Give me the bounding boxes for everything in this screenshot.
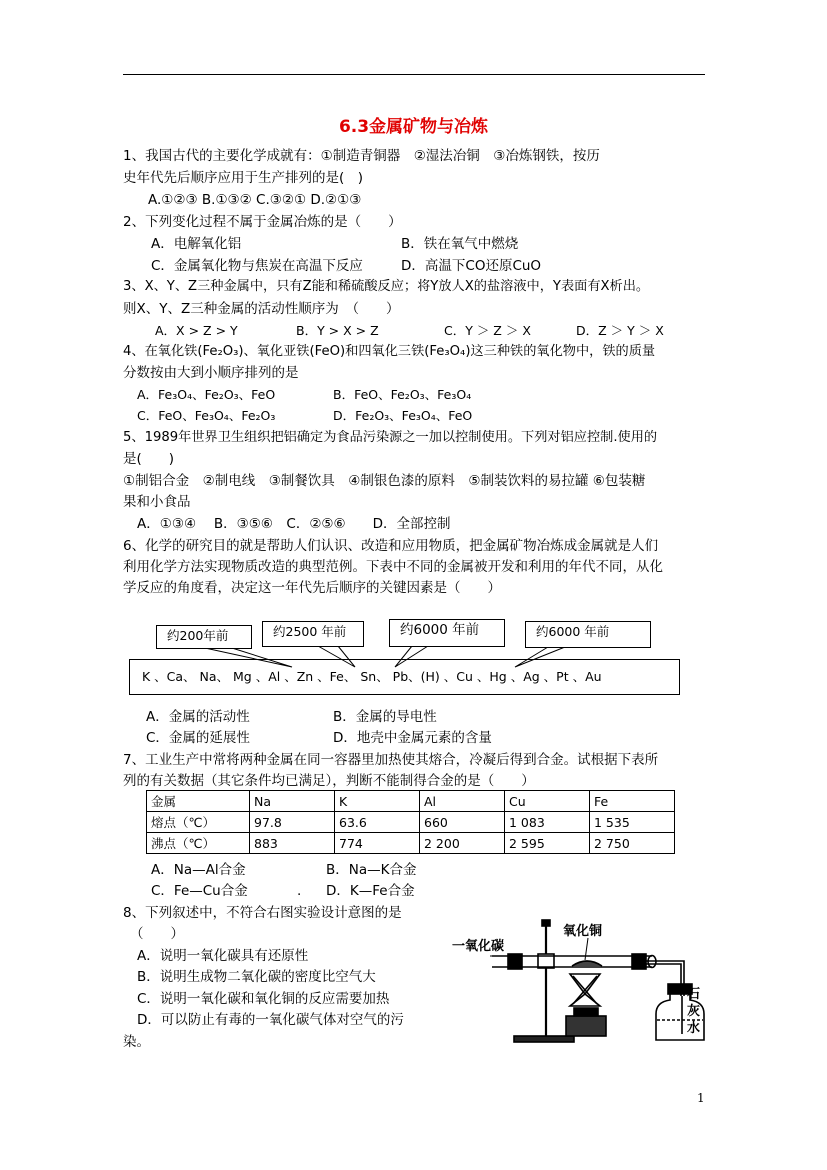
q7-option-b: B．Na—K合金 — [326, 862, 417, 878]
table-cell: 774 — [335, 833, 420, 854]
q1-options: A.①②③ B.①③② C.③②① D.②①③ — [148, 192, 362, 208]
q8-option-b: B．说明生成物二氧化碳的密度比空气大 — [137, 969, 376, 985]
q6-option-c: C．金属的延展性 — [146, 730, 250, 746]
q8-option-d-line-2: 染。 — [123, 1034, 150, 1050]
q4-option-a: A．Fe₃O₄、Fe₂O₃、FeO — [137, 387, 276, 402]
q3-line-2: 则X、Y、Z三种金属的活动性顺序为 （ ） — [123, 301, 400, 317]
callout-200-years: 约200年前 — [156, 625, 252, 649]
table-cell: 97.8 — [250, 812, 335, 833]
q7-option-c: C．Fe—Cu合金 — [151, 883, 248, 899]
callout-2500-years: 约2500 年前 — [262, 621, 364, 647]
table-header-cell: Cu — [505, 791, 590, 812]
q7-option-a: A．Na—Al合金 — [151, 862, 246, 878]
q3-option-d: D．Z ＞ Y ＞ X — [576, 323, 664, 338]
label-carbon-monoxide: 一氧化碳 — [452, 939, 505, 954]
label-lime-water-2: 灰 — [687, 1004, 701, 1019]
q4-option-b: B．FeO、Fe₂O₃、Fe₃O₄ — [333, 387, 472, 402]
table-header-cell: Al — [420, 791, 505, 812]
q3-option-c: C．Y ＞ Z ＞ X — [444, 323, 531, 338]
table-cell: 883 — [250, 833, 335, 854]
page-number: 1 — [697, 1091, 705, 1105]
table-row — [147, 812, 675, 833]
q6-line-2: 利用化学方法实现物质改造的典型范例。下表中不同的金属被开发和利用的年代不同，从化 — [123, 559, 663, 575]
q6-option-b: B．金属的导电性 — [333, 709, 437, 725]
table-cell: 2 750 — [590, 833, 675, 854]
q3-option-b: B．Y > X > Z — [296, 323, 379, 338]
q8-line-2: （ ） — [130, 926, 184, 942]
callout-6000-years-a: 约6000 年前 — [389, 619, 505, 647]
callout-6000-years-b: 约6000 年前 — [525, 621, 651, 648]
table-header-cell: 金属 — [147, 791, 250, 812]
q7-line-2: 列的有关数据（其它条件均已满足），判断不能制得合金的是（ ） — [123, 773, 535, 789]
label-copper-oxide: 氧化铜 — [563, 924, 603, 939]
table-header-cell: Na — [250, 791, 335, 812]
table-cell: 2 200 — [420, 833, 505, 854]
q5-line-2: 是( ) — [123, 451, 175, 467]
table-cell: 2 595 — [505, 833, 590, 854]
q2-stem: 2、下列变化过程不属于金属冶炼的是（ ） — [123, 214, 402, 230]
q2-option-d: D．高温下CO还原CuO — [401, 258, 542, 274]
q6-option-d: D．地壳中金属元素的含量 — [333, 730, 492, 746]
label-lime-water-1: 石 — [687, 987, 701, 1002]
table-header-cell: K — [335, 791, 420, 812]
table-cell: 熔点（℃） — [147, 812, 250, 833]
label-lime-water-3: 水 — [687, 1021, 701, 1036]
q5-line-1: 5、1989年世界卫生组织把铝确定为食品污染源之一加以控制使用。下列对铝应控制.使用的 — [123, 430, 658, 445]
table-cell: 1 535 — [590, 812, 675, 833]
page-title: 6.3金属矿物与冶炼 — [338, 117, 489, 137]
q8-option-c: C．说明一氧化碳和氧化铜的反应需要加热 — [137, 991, 390, 1007]
q4-option-c: C．FeO、Fe₃O₄、Fe₂O₃ — [137, 408, 276, 423]
table-header-row — [147, 791, 675, 812]
metal-activity-series: K 、Ca、 Na、 Mg 、Al 、Zn 、Fe、 Sn、 Pb、(H) 、Cu 、Hg 、Ag 、Pt 、Au — [129, 659, 680, 695]
q4-option-d: D．Fe₂O₃、Fe₃O₄、FeO — [333, 408, 473, 423]
q8-option-a: A．说明一氧化碳具有还原性 — [137, 948, 309, 964]
q2-option-a: A．电解氧化铝 — [151, 236, 242, 252]
q5-line-3: ①制铝合金 ②制电线 ③制餐饮具 ④制银色漆的原料 ⑤制装饮料的易拉罐 ⑥包装糖 — [123, 473, 646, 489]
table-cell: 沸点（℃） — [147, 833, 250, 854]
q3-line-1: 3、X、Y、Z三种金属中，只有Z能和稀硫酸反应；将Y放人X的盐溶液中，Y表面有X析出。 — [123, 279, 650, 294]
q3-option-a: A．X > Z > Y — [155, 323, 238, 338]
q8-line-1: 8、下列叙述中，不符合右图实验设计意图的是 — [123, 905, 402, 921]
q6-option-a: A．金属的活动性 — [146, 709, 250, 725]
q4-line-1: 4、在氧化铁(Fe₂O₃)、氧化亚铁(FeO)和四氧化三铁(Fe₃O₄)这三种铁的氧化物中，铁的质量 — [123, 344, 656, 359]
metal-properties-table — [146, 790, 675, 854]
table-cell: 63.6 — [335, 812, 420, 833]
table-row — [147, 833, 675, 854]
q1-line-1: 1、我国古代的主要化学成就有：①制造青铜器 ②湿法冶铜 ③冶炼钢铁，按历 — [123, 148, 600, 164]
q6-line-1: 6、化学的研究目的就是帮助人们认识、改造和应用物质，把金属矿物冶炼成金属就是人们 — [123, 538, 659, 554]
q1-line-2: 史年代先后顺序应用于生产排列的是( ) — [123, 170, 364, 186]
q7-option-d: D．K—Fe合金 — [326, 883, 415, 899]
q2-option-b: B．铁在氧气中燃烧 — [401, 236, 519, 252]
q6-line-3: 学反应的角度看，决定这一年代先后顺序的关键因素是（ ） — [123, 580, 501, 596]
table-cell: 1 083 — [505, 812, 590, 833]
table-header-cell: Fe — [590, 791, 675, 812]
q7-line-1: 7、工业生产中常将两种金属在同一容器里加热使其熔合，冷凝后得到合金。试根据下表所 — [123, 752, 659, 768]
q4-line-2: 分数按由大到小顺序排列的是 — [123, 365, 299, 381]
q5-options: A．①③④ B．③⑤⑥ C．②⑤⑥ D．全部控制 — [137, 516, 451, 532]
q2-option-c: C．金属氧化物与焦炭在高温下反应 — [151, 258, 363, 274]
q7-dot: . — [297, 883, 302, 899]
table-cell: 660 — [420, 812, 505, 833]
q5-line-4: 果和小食品 — [123, 494, 191, 510]
q8-option-d-line-1: D．可以防止有毒的一氧化碳气体对空气的污 — [137, 1012, 404, 1028]
